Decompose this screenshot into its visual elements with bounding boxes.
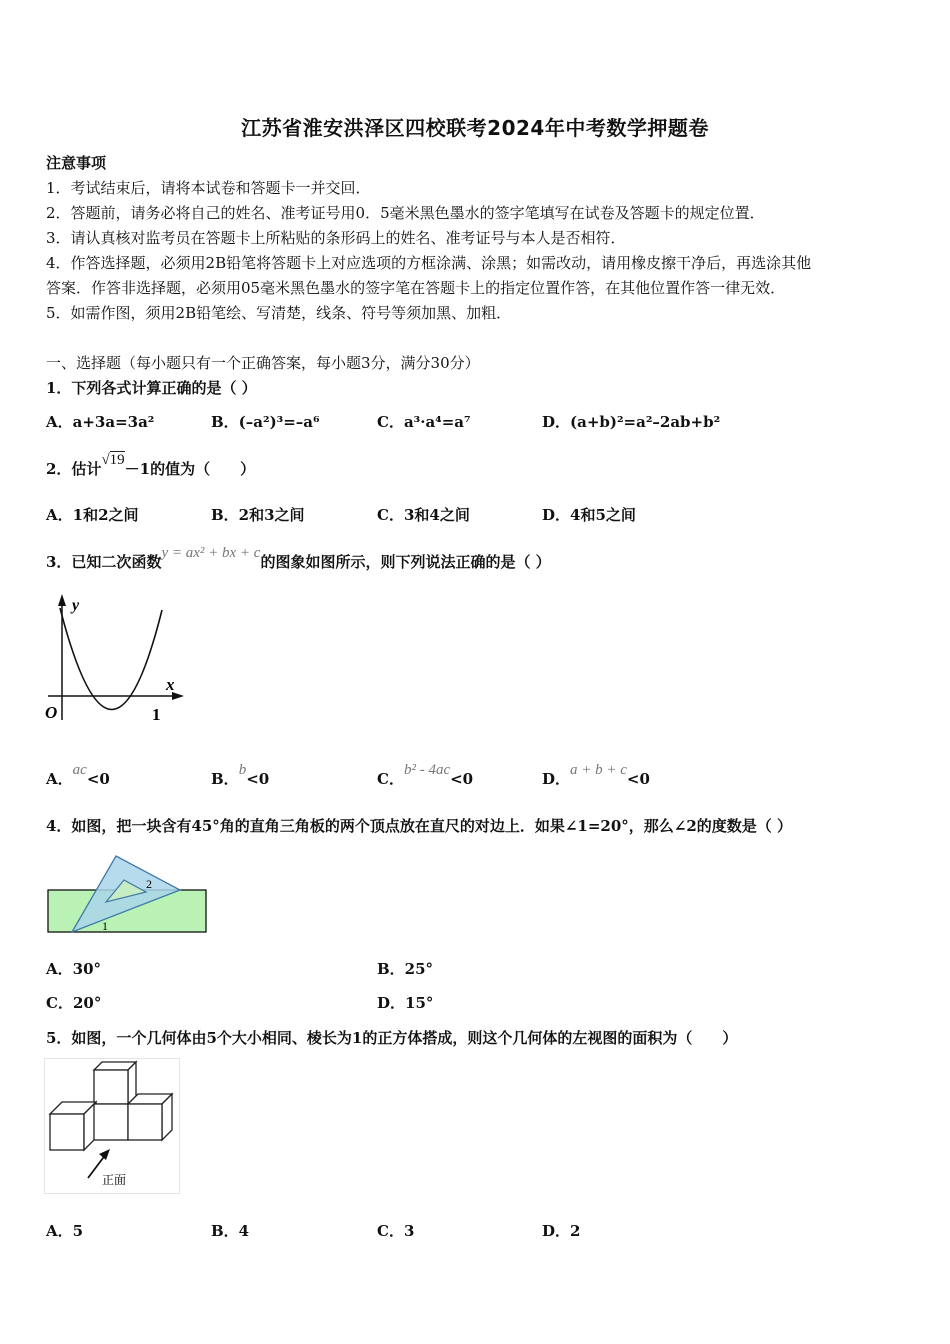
q2-option-b: B．2和3之间 bbox=[211, 506, 305, 524]
q2-stem-post: －1的值为（ ） bbox=[124, 460, 256, 478]
q3-option-a bbox=[46, 762, 110, 789]
q3-option-b bbox=[211, 762, 270, 789]
q3-stem bbox=[46, 545, 551, 572]
notice-heading: 注意事项 bbox=[46, 154, 107, 172]
sqrt-symbol: √19 bbox=[101, 452, 125, 468]
y-axis-arrow bbox=[58, 594, 66, 606]
notice-item: 1．考试结束后，请将本试卷和答题卡一并交回． bbox=[46, 179, 371, 197]
q3-option-c-rel: <0 bbox=[450, 770, 474, 788]
cube-front-face bbox=[128, 1104, 162, 1140]
cube-front-face bbox=[50, 1114, 84, 1150]
angle-1-label: 1 bbox=[102, 919, 108, 933]
section-heading: 一、选择题（每小题只有一个正确答案，每小题3分，满分30分） bbox=[46, 354, 480, 372]
q3-option-d-expr: a + b + c bbox=[570, 762, 627, 778]
q5-stem: 5．如图，一个几何体由5个大小相同、棱长为1的正方体搭成，则这个几何体的左视图的面积为（ ） bbox=[46, 1029, 738, 1047]
ruler-triangle-figure bbox=[44, 852, 212, 938]
q3-option-d bbox=[542, 762, 650, 789]
q4-option-a: A．30° bbox=[46, 960, 102, 978]
q1-option-c: C．a³·a⁴=a⁷ bbox=[377, 413, 471, 431]
q3-option-c-label: C． bbox=[377, 770, 404, 788]
q5-option-a: A．5 bbox=[46, 1222, 84, 1240]
q3-option-a-label: A． bbox=[46, 770, 73, 788]
notice-item: 4．作答选择题，必须用2B铅笔将答题卡上对应选项的方框涂满、涂黑；如需改动，请用橡皮擦干净后，再选涂其他 bbox=[46, 254, 812, 272]
angle-2-label: 2 bbox=[146, 877, 152, 891]
notice-item: 5．如需作图，须用2B铅笔绘、写清楚，线条、符号等须加黑、加粗． bbox=[46, 304, 512, 322]
q3-stem-post: 的图象如图所示，则下列说法正确的是（ ） bbox=[260, 553, 551, 571]
graph-x-label: x bbox=[166, 675, 175, 694]
parabola-curve bbox=[60, 608, 162, 710]
q3-option-a-rel: <0 bbox=[86, 770, 110, 788]
q3-option-b-rel: <0 bbox=[246, 770, 270, 788]
notice-item: 2．答题前，请务必将自己的姓名、准考证号用0．5毫米黑色墨水的签字笔填写在试卷及答题卡的规定位置． bbox=[46, 204, 765, 222]
graph-one-label: 1 bbox=[152, 705, 161, 724]
q5-option-b: B．4 bbox=[211, 1222, 250, 1240]
q2-option-a: A．1和2之间 bbox=[46, 506, 139, 524]
page-title: 江苏省淮安洪泽区四校联考2024年中考数学押题卷 bbox=[241, 116, 709, 140]
q5-option-d: D．2 bbox=[542, 1222, 581, 1240]
graph-origin-label: O bbox=[45, 703, 58, 722]
q1-option-b: B．(–a²)³=–a⁶ bbox=[211, 413, 320, 431]
q5-option-c: C．3 bbox=[377, 1222, 415, 1240]
q4-option-d: D．15° bbox=[377, 994, 434, 1012]
q4-stem: 4．如图，把一块含有45°角的直角三角板的两个顶点放在直尺的对边上．如果∠1=20°，那么∠2的度数是（ ） bbox=[46, 817, 792, 835]
q4-option-c: C．20° bbox=[46, 994, 102, 1012]
q2-stem-pre: 2．估计 bbox=[46, 460, 102, 478]
q3-stem-pre: 3．已知二次函数 bbox=[46, 553, 162, 571]
q3-option-b-expr: b bbox=[238, 762, 247, 778]
q3-option-d-label: D． bbox=[542, 770, 571, 788]
q2-stem bbox=[46, 452, 256, 479]
cube-front-face bbox=[94, 1104, 128, 1140]
q1-option-d: D．(a+b)²=a²–2ab+b² bbox=[542, 413, 721, 431]
q3-option-d-rel: <0 bbox=[626, 770, 650, 788]
front-label: 正面 bbox=[102, 1173, 127, 1187]
q3-option-c bbox=[377, 762, 474, 789]
view-arrow-head bbox=[99, 1149, 110, 1160]
q2-radicand: 19 bbox=[109, 452, 125, 468]
cube-figure bbox=[44, 1058, 180, 1194]
q1-option-a: A．a+3a=3a² bbox=[46, 413, 155, 431]
q1-stem: 1．下列各式计算正确的是（ ） bbox=[46, 379, 257, 397]
q4-option-b: B．25° bbox=[377, 960, 434, 978]
graph-y-label: y bbox=[72, 597, 80, 614]
q3-option-c-expr: b² - 4ac bbox=[403, 762, 451, 778]
notice-item: 3．请认真核对监考员在答题卡上所粘贴的条形码上的姓名、准考证号与本人是否相符． bbox=[46, 229, 626, 247]
q3-formula: y = ax² + bx + c bbox=[161, 545, 261, 561]
q3-option-a-expr: ac bbox=[72, 762, 87, 778]
cube-front-face bbox=[94, 1070, 128, 1104]
q2-option-c: C．3和4之间 bbox=[377, 506, 470, 524]
q3-option-b-label: B． bbox=[211, 770, 239, 788]
parabola-graph bbox=[40, 590, 190, 725]
q2-option-d: D．4和5之间 bbox=[542, 506, 636, 524]
notice-item: 答案．作答非选择题，必须用05毫米黑色墨水的签字笔在答题卡上的指定位置作答，在其他位置作答一律无效． bbox=[46, 279, 786, 297]
